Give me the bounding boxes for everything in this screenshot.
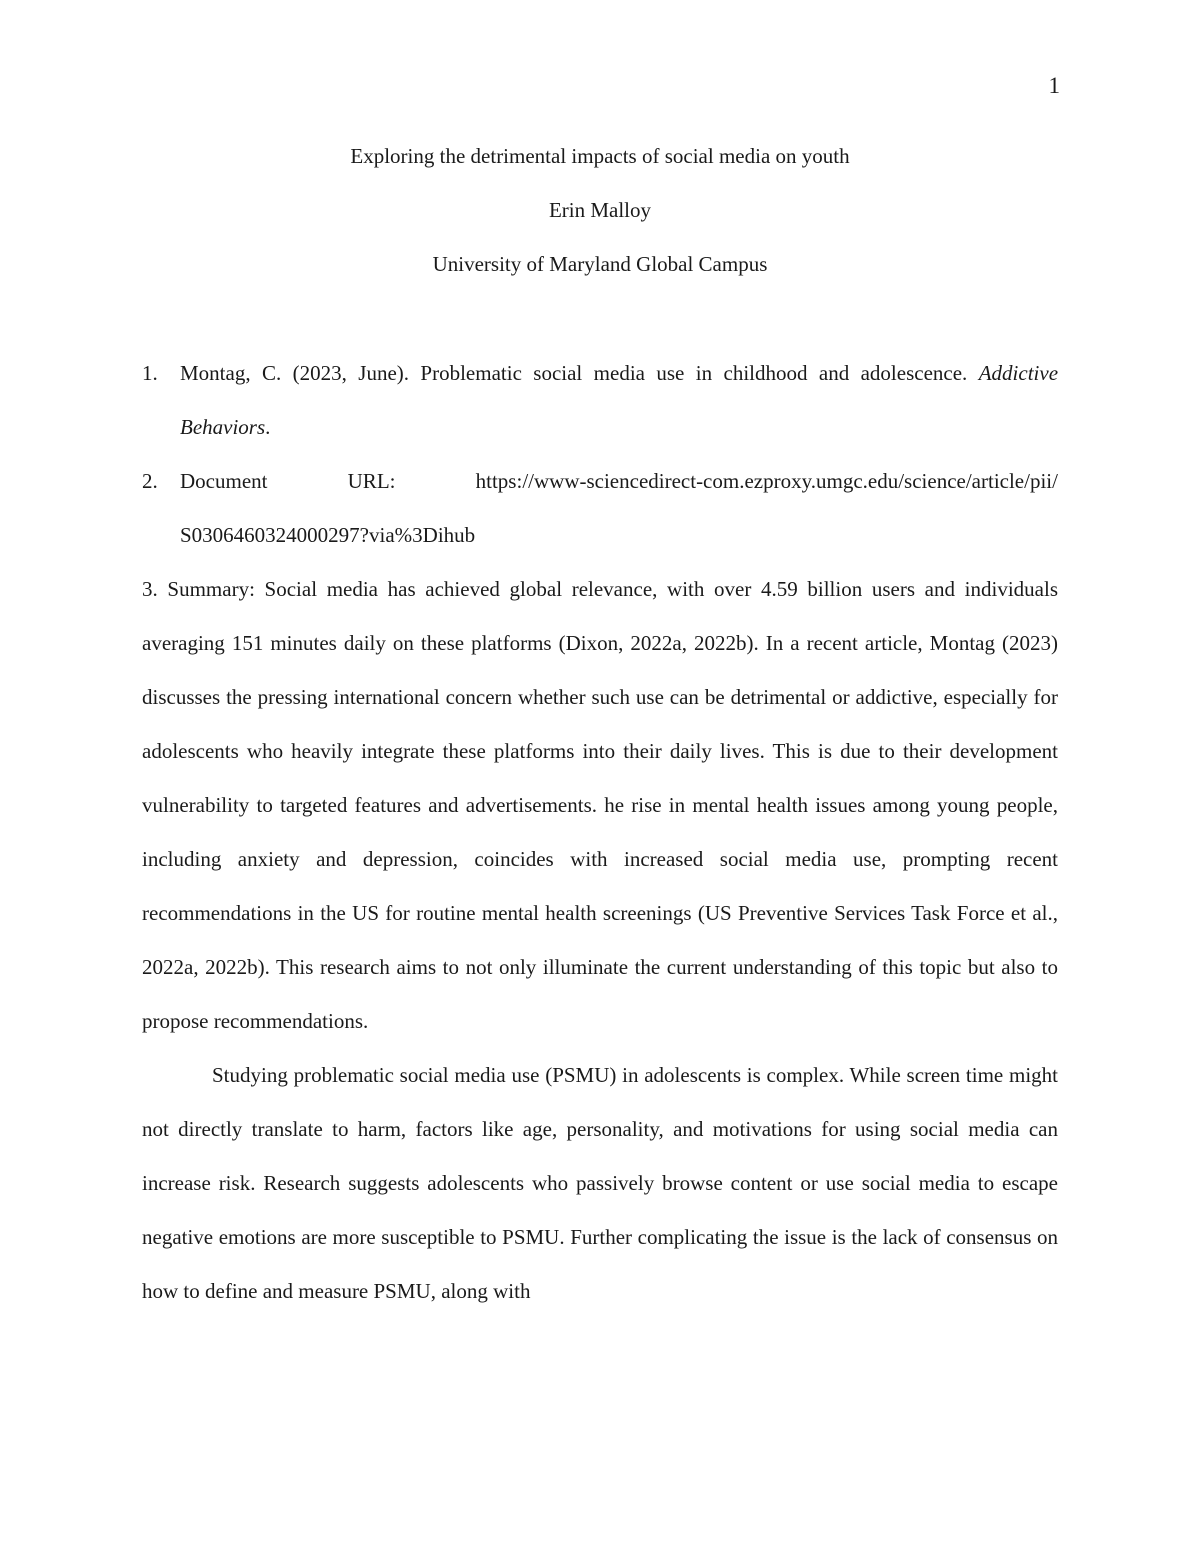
journal-title: Addictive Behaviors [180, 361, 1059, 439]
paper-title: Exploring the detrimental impacts of social media on youth [350, 144, 850, 168]
citation-text [180, 346, 1058, 454]
url-label-document: Document [180, 469, 268, 493]
author-name: Erin Malloy [548, 198, 652, 222]
url-first-line [180, 454, 1058, 508]
document-url-part1[interactable]: https://www-sciencedirect-com.ezproxy.umgc.edu/science/article/pii/ [475, 469, 1058, 493]
citation-main: Montag, C. (2023, June). Problematic social media use in childhood and adolescence. [180, 361, 968, 385]
list-number: 1. [142, 361, 158, 385]
document-url-part2[interactable]: S0306460324000297?via%3Dihub [180, 523, 476, 547]
journal-suffix: . [265, 415, 271, 439]
institution-name: University of Maryland Global Campus [432, 252, 768, 276]
list-item-citation [142, 346, 1058, 454]
title-block [142, 140, 1058, 302]
url-label-url: URL: [347, 469, 396, 493]
body-paragraph: Studying problematic social media use (PSMU) in adolescents is complex. While screen time might not directly translate to harm, factors like age, personality, and motivations for using social media can increase risk. Research suggests adolescents who passively browse content or use social media to escape negative emotions are more susceptible to PSMU. Further complicating the issue is the lack of consensus on how to define and measure PSMU, along with [142, 1063, 1058, 1303]
url-content [180, 454, 1058, 562]
list-number: 2. [142, 469, 158, 493]
document-body [142, 346, 1058, 1318]
summary-paragraph: 3. Summary: Social media has achieved global relevance, with over 4.59 billion users and individuals averaging 151 minutes daily on these platforms (Dixon, 2022a, 2022b). In a recent article, Montag (2023) discusses the pressing international concern whether such use can be detrimental or addictive, especially for adolescents who heavily integrate these platforms into their daily lives. This is due to their development vulnerability to targeted features and advertisements. he rise in mental health issues among young people, including anxiety and depression, coincides with increased social media use, prompting recent recommendations in the US for routine mental health screenings (US Preventive Services Task Force et al., 2022a, 2022b). This research aims to not only illuminate the current understanding of this topic but also to propose recommendations. [142, 577, 1058, 1033]
page-number: 1 [1048, 73, 1060, 98]
list-item-url [142, 454, 1058, 562]
